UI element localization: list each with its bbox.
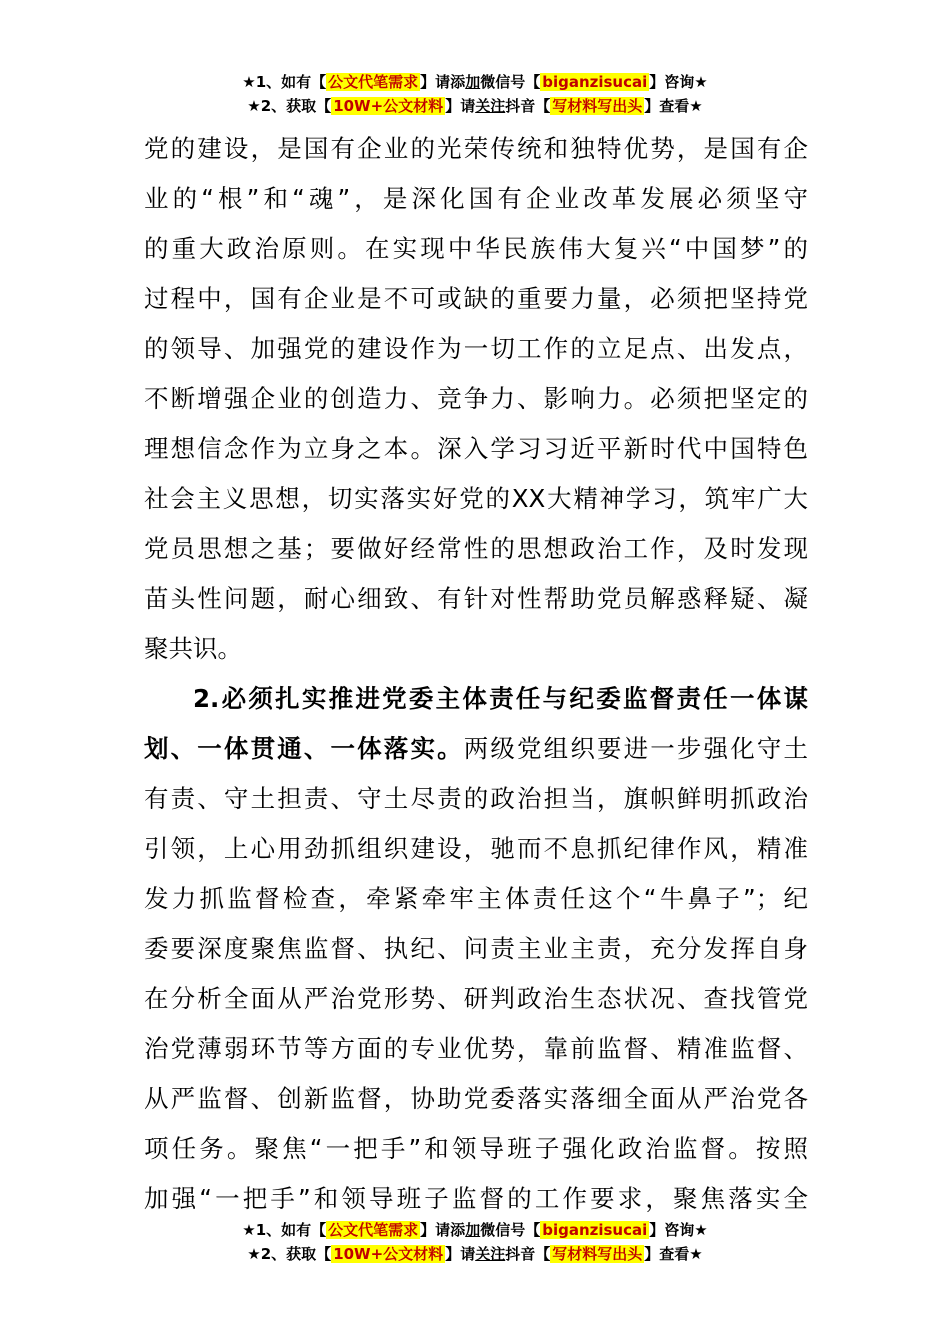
header-banner [0,70,950,118]
text-line: 社会主义思想，切实落实好党的XX大精神学习，筑牢广大 [144,484,808,513]
text-line: 从严监督、创新监督，协助党委落实落细全面从严治党各 [144,1084,808,1113]
text-line: 过程中，国有企业是不可或缺的重要力量，必须把坚持党 [144,284,808,313]
banner-line-2: ★2、获取【 10W+公文材料 】请关注抖音【 写材料写出头 】查看★ [247,1245,703,1263]
text-line: 委要深度聚焦监督、执纪、问责主业主责，充分发挥自身 [144,934,808,963]
text-line: 引领，上心用劲抓组织建设，驰而不息抓纪律作风，精准 [144,834,808,863]
text-line: 有责、守土担责、守土尽责的政治担当，旗帜鲜明抓政治 [144,784,808,813]
banner-line-1: ★1、如有【 公文代笔需求 】请添加微信号【 biganzisucai 】咨询★ [242,1221,708,1239]
text-line: 业的“根”和“魂”，是深化国有企业改革发展必须坚守 [144,184,808,213]
banner-highlight: 公文代笔需求 [328,73,419,91]
document-body [144,124,808,1224]
text-line: 理想信念作为立身之本。深入学习习近平新时代中国特色 [144,434,808,463]
banner-highlight: biganzisucai [542,73,648,91]
text-line: 治党薄弱环节等方面的专业优势，靠前监督、精准监督、 [144,1034,808,1063]
text-line: 聚共识。 [144,634,242,663]
text-line: 划、一体贯通、一体落实。两级党组织要进一步强化守土 [144,734,808,763]
banner-highlight: 10W+公文材料 [333,1245,444,1263]
banner-line-2: ★2、获取【 10W+公文材料 】请关注抖音【 写材料写出头 】查看★ [247,97,703,115]
text-line: 加强“一把手”和领导班子监督的工作要求，聚焦落实全 [144,1184,808,1213]
text-line: 不断增强企业的创造力、竞争力、影响力。必须把坚定的 [144,384,808,413]
banner-highlight: biganzisucai [542,1221,648,1239]
text-line: 的领导、加强党的建设作为一切工作的立足点、出发点， [144,334,808,363]
banner-highlight: 写材料写出头 [552,97,643,115]
text-line: 苗头性问题，耐心细致、有针对性帮助党员解惑释疑、凝 [144,584,808,613]
footer-banner [0,1218,950,1266]
banner-highlight: 公文代笔需求 [328,1221,419,1239]
text-line: 的重大政治原则。在实现中华民族伟大复兴“中国梦”的 [144,234,808,263]
text-line: 在分析全面从严治党形势、研判政治生态状况、查找管党 [144,984,808,1013]
text-line: 发力抓监督检查，牵紧牵牢主体责任这个“牛鼻子”；纪 [144,884,808,913]
text-line: 项任务。聚焦“一把手”和领导班子强化政治监督。按照 [144,1134,808,1163]
banner-highlight: 写材料写出头 [552,1245,643,1263]
section-heading: 2.必须扎实推进党委主体责任与纪委监督责任一体谋 [193,684,808,713]
banner-line-1: ★1、如有【 公文代笔需求 】请添加微信号【 biganzisucai 】咨询★ [242,73,708,91]
section-heading-end: 划、一体贯通、一体落实。 [144,734,464,763]
text-line: 党员思想之基；要做好经常性的思想政治工作，及时发现 [144,534,808,563]
text-line: 党的建设，是国有企业的光荣传统和独特优势，是国有企 [144,134,808,163]
banner-highlight: 10W+公文材料 [333,97,444,115]
paragraph-2 [144,674,808,1224]
paragraph-1 [144,124,808,674]
